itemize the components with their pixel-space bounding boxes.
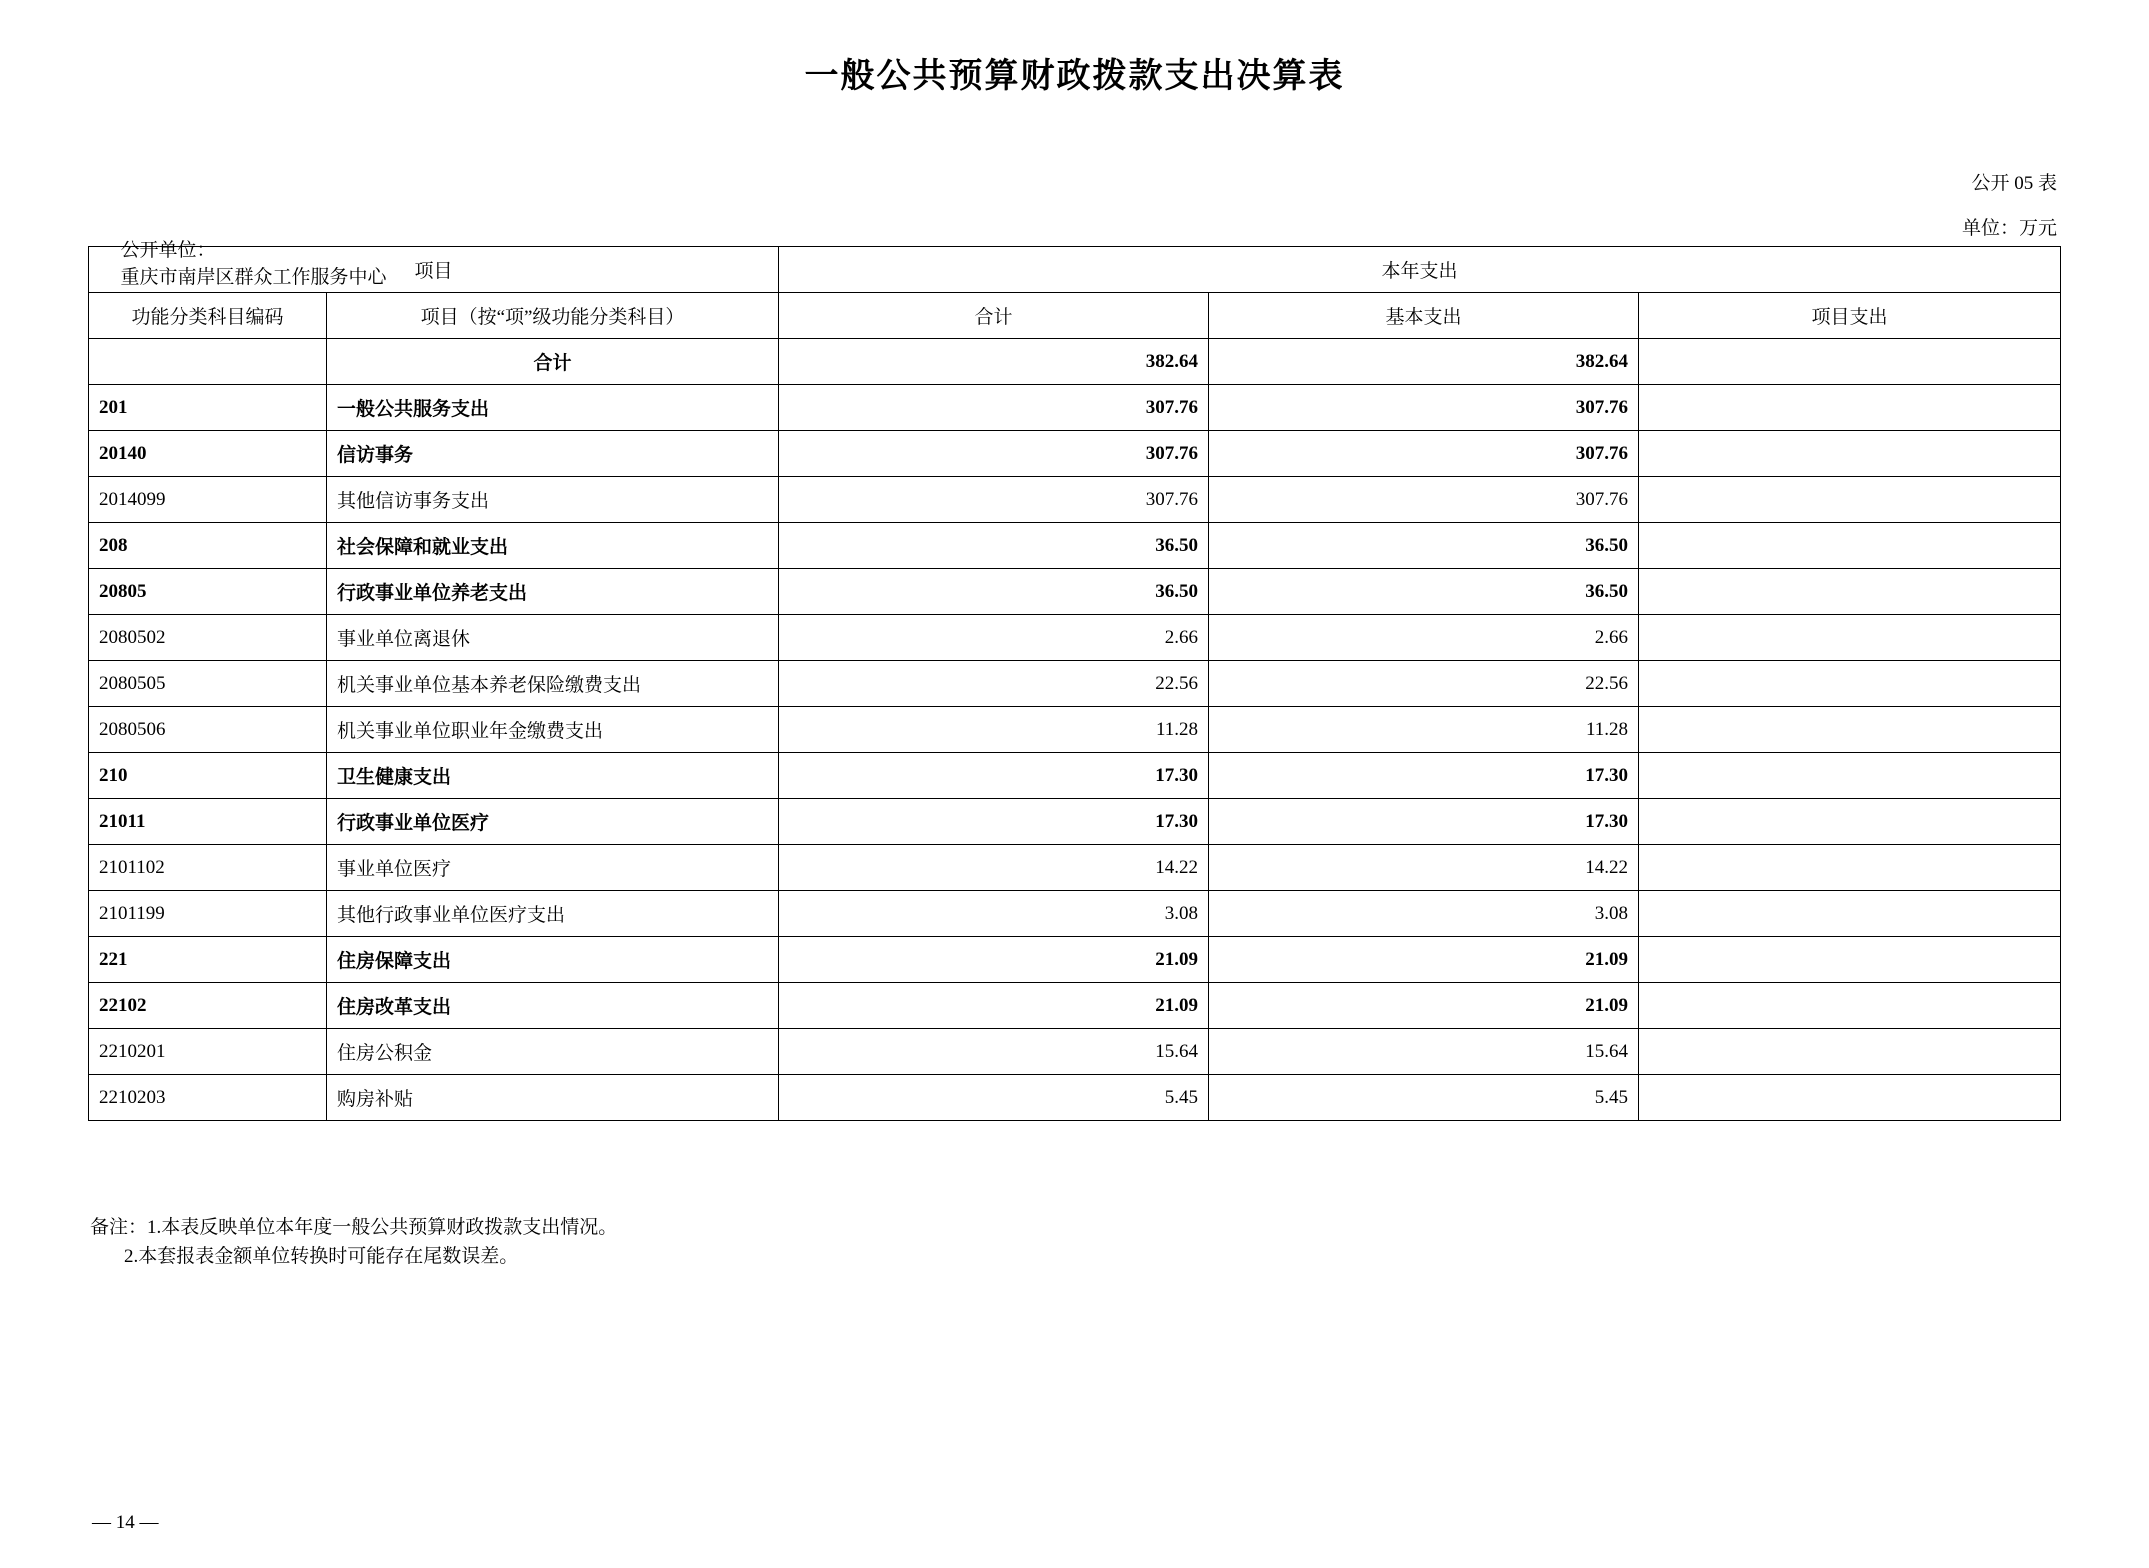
cell-project	[1639, 937, 2061, 983]
cell-name: 合计	[327, 339, 779, 385]
cell-total: 307.76	[779, 477, 1209, 523]
cell-name: 事业单位医疗	[327, 845, 779, 891]
cell-basic: 14.22	[1209, 845, 1639, 891]
cell-project	[1639, 799, 2061, 845]
budget-expenditure-table	[88, 246, 2061, 1121]
header-total: 合计	[779, 293, 1209, 339]
table-row	[89, 339, 2061, 385]
cell-total: 21.09	[779, 983, 1209, 1029]
cell-code: 21011	[89, 799, 327, 845]
cell-basic: 11.28	[1209, 707, 1639, 753]
unit-name: 重庆市南岸区群众工作服务中心	[120, 267, 387, 288]
cell-code: 2080506	[89, 707, 327, 753]
table-row	[89, 569, 2061, 615]
cell-name: 行政事业单位养老支出	[327, 569, 779, 615]
table-row	[89, 799, 2061, 845]
cell-name: 社会保障和就业支出	[327, 523, 779, 569]
cell-name: 购房补贴	[327, 1075, 779, 1121]
cell-total: 307.76	[779, 431, 1209, 477]
table-header-row	[89, 293, 2061, 339]
table-body	[89, 339, 2061, 1121]
table-notes	[90, 1213, 617, 1272]
cell-code: 2101102	[89, 845, 327, 891]
cell-name: 住房保障支出	[327, 937, 779, 983]
cell-basic: 36.50	[1209, 569, 1639, 615]
cell-basic: 17.30	[1209, 799, 1639, 845]
table-head	[89, 247, 2061, 339]
amount-unit: 单位：万元	[1961, 218, 2057, 239]
cell-code: 2210203	[89, 1075, 327, 1121]
unit-label: 公开单位：	[120, 240, 216, 261]
cell-total: 15.64	[779, 1029, 1209, 1075]
cell-name: 卫生健康支出	[327, 753, 779, 799]
cell-basic: 15.64	[1209, 1029, 1639, 1075]
cell-total: 11.28	[779, 707, 1209, 753]
cell-code: 221	[89, 937, 327, 983]
cell-project	[1639, 569, 2061, 615]
cell-name: 机关事业单位基本养老保险缴费支出	[327, 661, 779, 707]
sheet-number: 公开 05 表	[1971, 173, 2057, 194]
header-item-group: 项目	[89, 247, 779, 293]
cell-project	[1639, 1029, 2061, 1075]
table-header-group-row	[89, 247, 2061, 293]
cell-total: 14.22	[779, 845, 1209, 891]
cell-project	[1639, 983, 2061, 1029]
cell-code	[89, 339, 327, 385]
cell-name: 信访事务	[327, 431, 779, 477]
cell-code: 20140	[89, 431, 327, 477]
cell-name: 行政事业单位医疗	[327, 799, 779, 845]
cell-project	[1639, 385, 2061, 431]
cell-total: 307.76	[779, 385, 1209, 431]
cell-total: 5.45	[779, 1075, 1209, 1121]
cell-basic: 307.76	[1209, 431, 1639, 477]
cell-project	[1639, 845, 2061, 891]
header-code: 功能分类科目编码	[89, 293, 327, 339]
cell-project	[1639, 707, 2061, 753]
cell-code: 2080502	[89, 615, 327, 661]
table-row	[89, 937, 2061, 983]
cell-code: 201	[89, 385, 327, 431]
cell-basic: 5.45	[1209, 1075, 1639, 1121]
table-row	[89, 431, 2061, 477]
table-row	[89, 1029, 2061, 1075]
cell-basic: 382.64	[1209, 339, 1639, 385]
cell-basic: 36.50	[1209, 523, 1639, 569]
cell-total: 17.30	[779, 753, 1209, 799]
cell-code: 2101199	[89, 891, 327, 937]
cell-basic: 307.76	[1209, 477, 1639, 523]
cell-basic: 22.56	[1209, 661, 1639, 707]
table-row	[89, 845, 2061, 891]
note-line-1: 备注：1.本表反映单位本年度一般公共预算财政拨款支出情况。	[90, 1217, 618, 1238]
cell-project	[1639, 661, 2061, 707]
cell-name: 其他信访事务支出	[327, 477, 779, 523]
header-current-year-group: 本年支出	[779, 247, 2061, 293]
cell-basic: 307.76	[1209, 385, 1639, 431]
cell-total: 382.64	[779, 339, 1209, 385]
cell-total: 21.09	[779, 937, 1209, 983]
cell-project	[1639, 523, 2061, 569]
header-project: 项目支出	[1639, 293, 2061, 339]
cell-code: 2014099	[89, 477, 327, 523]
cell-project	[1639, 891, 2061, 937]
cell-total: 22.56	[779, 661, 1209, 707]
header-name: 项目（按“项”级功能分类科目）	[327, 293, 779, 339]
table-row	[89, 661, 2061, 707]
cell-name: 一般公共服务支出	[327, 385, 779, 431]
cell-project	[1639, 477, 2061, 523]
cell-code: 22102	[89, 983, 327, 1029]
cell-code: 20805	[89, 569, 327, 615]
table-row	[89, 615, 2061, 661]
cell-project	[1639, 615, 2061, 661]
cell-total: 3.08	[779, 891, 1209, 937]
cell-basic: 21.09	[1209, 937, 1639, 983]
cell-code: 208	[89, 523, 327, 569]
cell-name: 事业单位离退休	[327, 615, 779, 661]
table-row	[89, 477, 2061, 523]
page-number: — 14 —	[92, 1512, 159, 1533]
cell-basic: 2.66	[1209, 615, 1639, 661]
header-basic: 基本支出	[1209, 293, 1639, 339]
table-row	[89, 385, 2061, 431]
document-page	[0, 48, 2149, 1568]
table-row	[89, 1075, 2061, 1121]
cell-code: 2080505	[89, 661, 327, 707]
cell-total: 2.66	[779, 615, 1209, 661]
table-row	[89, 753, 2061, 799]
cell-basic: 17.30	[1209, 753, 1639, 799]
cell-total: 36.50	[779, 523, 1209, 569]
cell-name: 机关事业单位职业年金缴费支出	[327, 707, 779, 753]
table-row	[89, 891, 2061, 937]
cell-code: 2210201	[89, 1029, 327, 1075]
cell-name: 其他行政事业单位医疗支出	[327, 891, 779, 937]
cell-basic: 21.09	[1209, 983, 1639, 1029]
cell-total: 36.50	[779, 569, 1209, 615]
table-row	[89, 707, 2061, 753]
cell-total: 17.30	[779, 799, 1209, 845]
cell-project	[1639, 431, 2061, 477]
cell-project	[1639, 753, 2061, 799]
cell-project	[1639, 1075, 2061, 1121]
cell-name: 住房改革支出	[327, 983, 779, 1029]
cell-name: 住房公积金	[327, 1029, 779, 1075]
cell-project	[1639, 339, 2061, 385]
cell-basic: 3.08	[1209, 891, 1639, 937]
page-title: 一般公共预算财政拨款支出决算表	[804, 57, 1345, 95]
note-line-2: 2.本套报表金额单位转换时可能存在尾数误差。	[124, 1246, 519, 1268]
table-row	[89, 523, 2061, 569]
table-row	[89, 983, 2061, 1029]
cell-code: 210	[89, 753, 327, 799]
